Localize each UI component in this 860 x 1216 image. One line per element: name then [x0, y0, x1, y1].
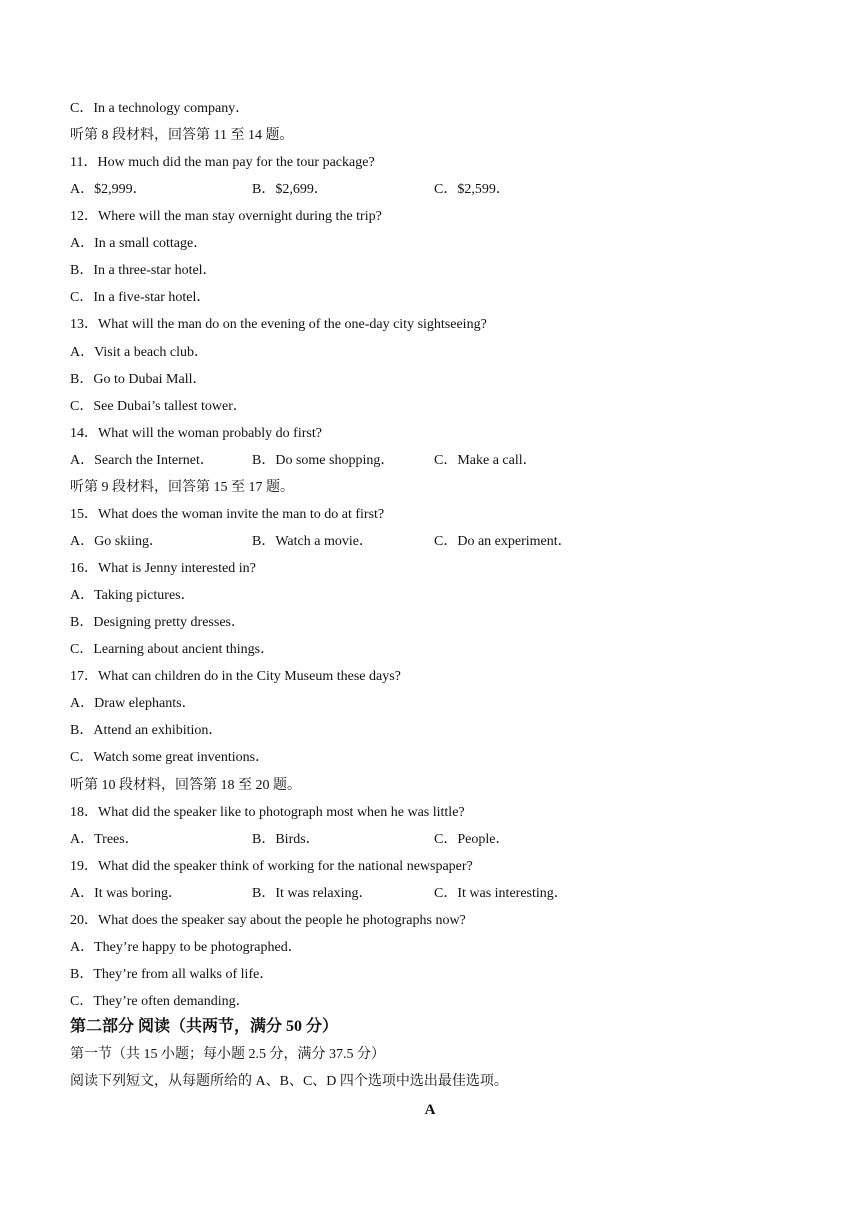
option-b: B．It was relaxing． — [252, 886, 373, 901]
text-line: 听第 10 段材料，回答第 18 至 20 题。 — [70, 778, 301, 793]
text-line: 14．What will the woman probably do first? — [70, 426, 322, 441]
text-line: 11．How much did the man pay for the tour package? — [70, 155, 375, 170]
text-line: 19．What did the speaker think of working for the national newspaper? — [70, 859, 473, 874]
text-line: A．Taking pictures． — [70, 588, 195, 603]
text-line: A．They’re happy to be photographed． — [70, 940, 302, 955]
option-a: A．$2,999． — [70, 182, 147, 197]
option-c: C．Make a call． — [434, 453, 537, 468]
option-c: C．It was interesting． — [434, 886, 568, 901]
option-c: C．$2,599． — [434, 182, 510, 197]
text-line: 20．What does the speaker say about the people he photographs now? — [70, 913, 466, 928]
text-line: C．See Dubai’s tallest tower． — [70, 399, 247, 414]
text-line: A．Draw elephants． — [70, 696, 196, 711]
text-line: B．They’re from all walks of life． — [70, 967, 274, 982]
text-line: A．In a small cottage． — [70, 236, 208, 251]
text-line: 18．What did the speaker like to photograph most when he was little? — [70, 805, 465, 820]
option-b: B．Birds． — [252, 832, 320, 847]
text-line: A．Visit a beach club． — [70, 345, 208, 360]
text-line: B．Designing pretty dresses． — [70, 615, 245, 630]
option-b: B．Watch a movie． — [252, 534, 373, 549]
text-line: 17．What can children do in the City Museum these days? — [70, 669, 401, 684]
option-b: B．Do some shopping． — [252, 453, 395, 468]
text-line: 13．What will the man do on the evening of the one-day city sightseeing? — [70, 317, 487, 332]
option-a: A．It was boring． — [70, 886, 182, 901]
option-c: C．People． — [434, 832, 510, 847]
text-line: C．They’re often demanding． — [70, 994, 250, 1009]
passage-label: A — [424, 1102, 436, 1118]
text-line: 12．Where will the man stay overnight during the trip? — [70, 209, 382, 224]
text-line: 听第 9 段材料，回答第 15 至 17 题。 — [70, 480, 294, 495]
option-b: B．$2,699． — [252, 182, 328, 197]
text-line: C．In a five-star hotel． — [70, 290, 211, 305]
option-a: A．Trees． — [70, 832, 139, 847]
text-line: 听第 8 段材料，回答第 11 至 14 题。 — [70, 128, 294, 143]
option-c: C．Do an experiment． — [434, 534, 572, 549]
section-one-heading: 第一节（共 15 小题；每小题 2.5 分，满分 37.5 分） — [70, 1047, 385, 1062]
text-line: C．Watch some great inventions． — [70, 750, 270, 765]
part-two-title: 第二部分 阅读（共两节，满分 50 分） — [70, 1018, 339, 1035]
text-line: C．In a technology company． — [70, 101, 250, 116]
reading-instruction: 阅读下列短文，从每题所给的 A、B、C、D 四个选项中选出最佳选项。 — [70, 1074, 508, 1089]
option-a: A．Go skiing． — [70, 534, 163, 549]
text-line: C．Learning about ancient things． — [70, 642, 275, 657]
text-line: B．Go to Dubai Mall． — [70, 372, 207, 387]
text-line: 16．What is Jenny interested in? — [70, 561, 256, 576]
text-line: 15．What does the woman invite the man to do at first? — [70, 507, 385, 522]
text-line: B．In a three-star hotel． — [70, 263, 217, 278]
option-a: A．Search the Internet． — [70, 453, 214, 468]
text-line: B．Attend an exhibition． — [70, 723, 223, 738]
